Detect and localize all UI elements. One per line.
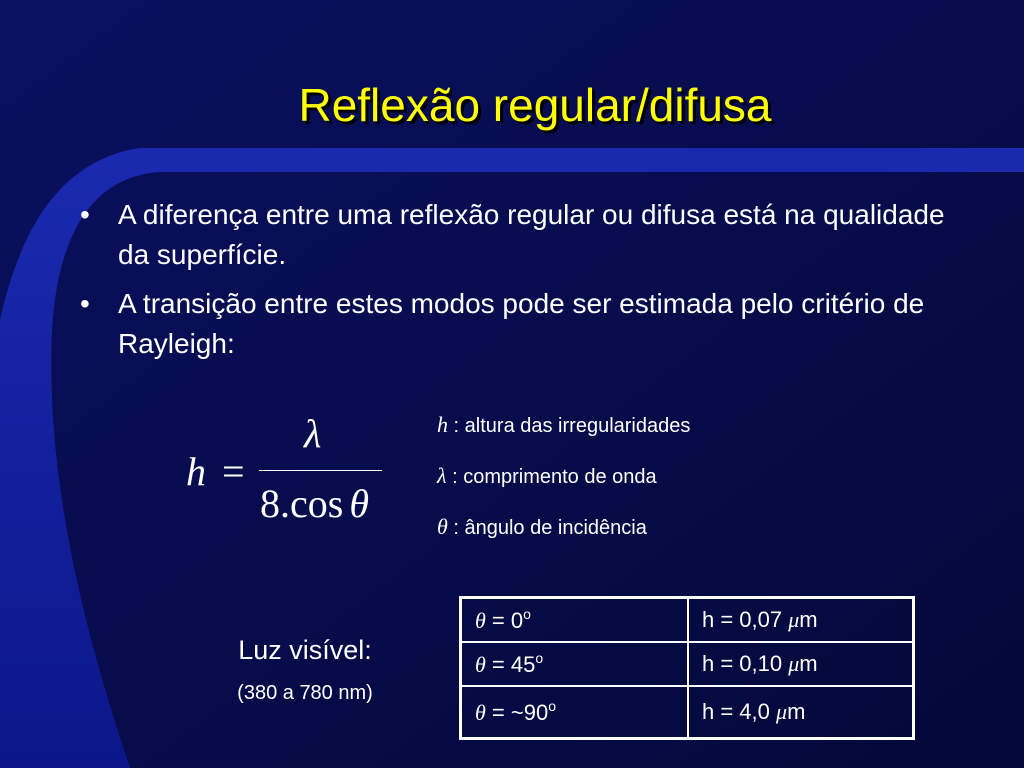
angle-cell	[461, 598, 689, 643]
bullet-marker: •	[80, 199, 90, 230]
legend-row	[437, 513, 690, 564]
theta-symbol: θ	[475, 700, 486, 725]
values-table	[459, 596, 915, 740]
degree-sup: o	[548, 698, 556, 714]
visible-light-note	[200, 632, 410, 708]
mu-symbol: μ	[788, 607, 800, 632]
theta-symbol: θ	[475, 652, 486, 677]
visible-light-label: Luz visível:	[238, 635, 372, 665]
legend-symbol: λ	[437, 463, 447, 488]
formula-equals: =	[222, 449, 245, 494]
mu-symbol: μ	[788, 651, 800, 676]
angle-cell	[461, 642, 689, 686]
table-row	[461, 598, 914, 643]
bullet-item	[80, 284, 980, 364]
angle-cell	[461, 686, 689, 739]
legend-symbol: h	[437, 412, 448, 437]
degree-sup: o	[523, 606, 531, 622]
legend-row	[437, 411, 690, 462]
height-unit: m	[787, 699, 806, 724]
bullet-text: A transição entre estes modos pode ser estimada pelo critério de Rayleigh:	[118, 288, 925, 359]
height-value: h = 0,10	[702, 651, 789, 676]
bullet-list	[80, 195, 980, 373]
bullet-marker: •	[80, 288, 90, 319]
rayleigh-formula	[186, 410, 396, 530]
bullet-text: A diferença entre uma reflexão regular ou difusa está na qualidade da superfície.	[118, 199, 945, 270]
table-row	[461, 686, 914, 739]
formula-lhs: h	[186, 449, 206, 494]
denominator-text: 8.cos	[260, 481, 344, 526]
slide-title: Reflexão regular/difusa	[298, 79, 772, 131]
denominator-theta: θ	[349, 481, 369, 526]
formula-denominator	[260, 480, 369, 527]
height-cell	[688, 598, 914, 643]
bullet-item	[80, 195, 980, 275]
angle-value: = 0	[485, 608, 524, 633]
height-value: h = 0,07	[702, 607, 789, 632]
angle-value: = 45	[485, 652, 536, 677]
legend-text: : altura das irregularidades	[448, 415, 691, 437]
angle-value: = ~90	[485, 700, 549, 725]
visible-light-range: (380 a 780 nm)	[237, 682, 373, 704]
variable-legend	[437, 411, 690, 564]
theta-symbol: θ	[475, 608, 486, 633]
formula-numerator: λ	[304, 411, 322, 456]
height-unit: m	[799, 607, 818, 632]
height-unit: m	[799, 651, 818, 676]
legend-row	[437, 462, 690, 513]
legend-text: : comprimento de onda	[446, 466, 657, 488]
fraction-bar	[259, 470, 382, 471]
degree-sup: o	[535, 650, 544, 666]
legend-symbol: θ	[437, 514, 448, 539]
legend-text: : ângulo de incidência	[447, 517, 647, 539]
height-cell	[688, 686, 914, 739]
height-value: h = 4,0	[702, 699, 777, 724]
height-cell	[688, 642, 914, 686]
mu-symbol: μ	[776, 699, 788, 724]
table-row	[461, 642, 914, 686]
